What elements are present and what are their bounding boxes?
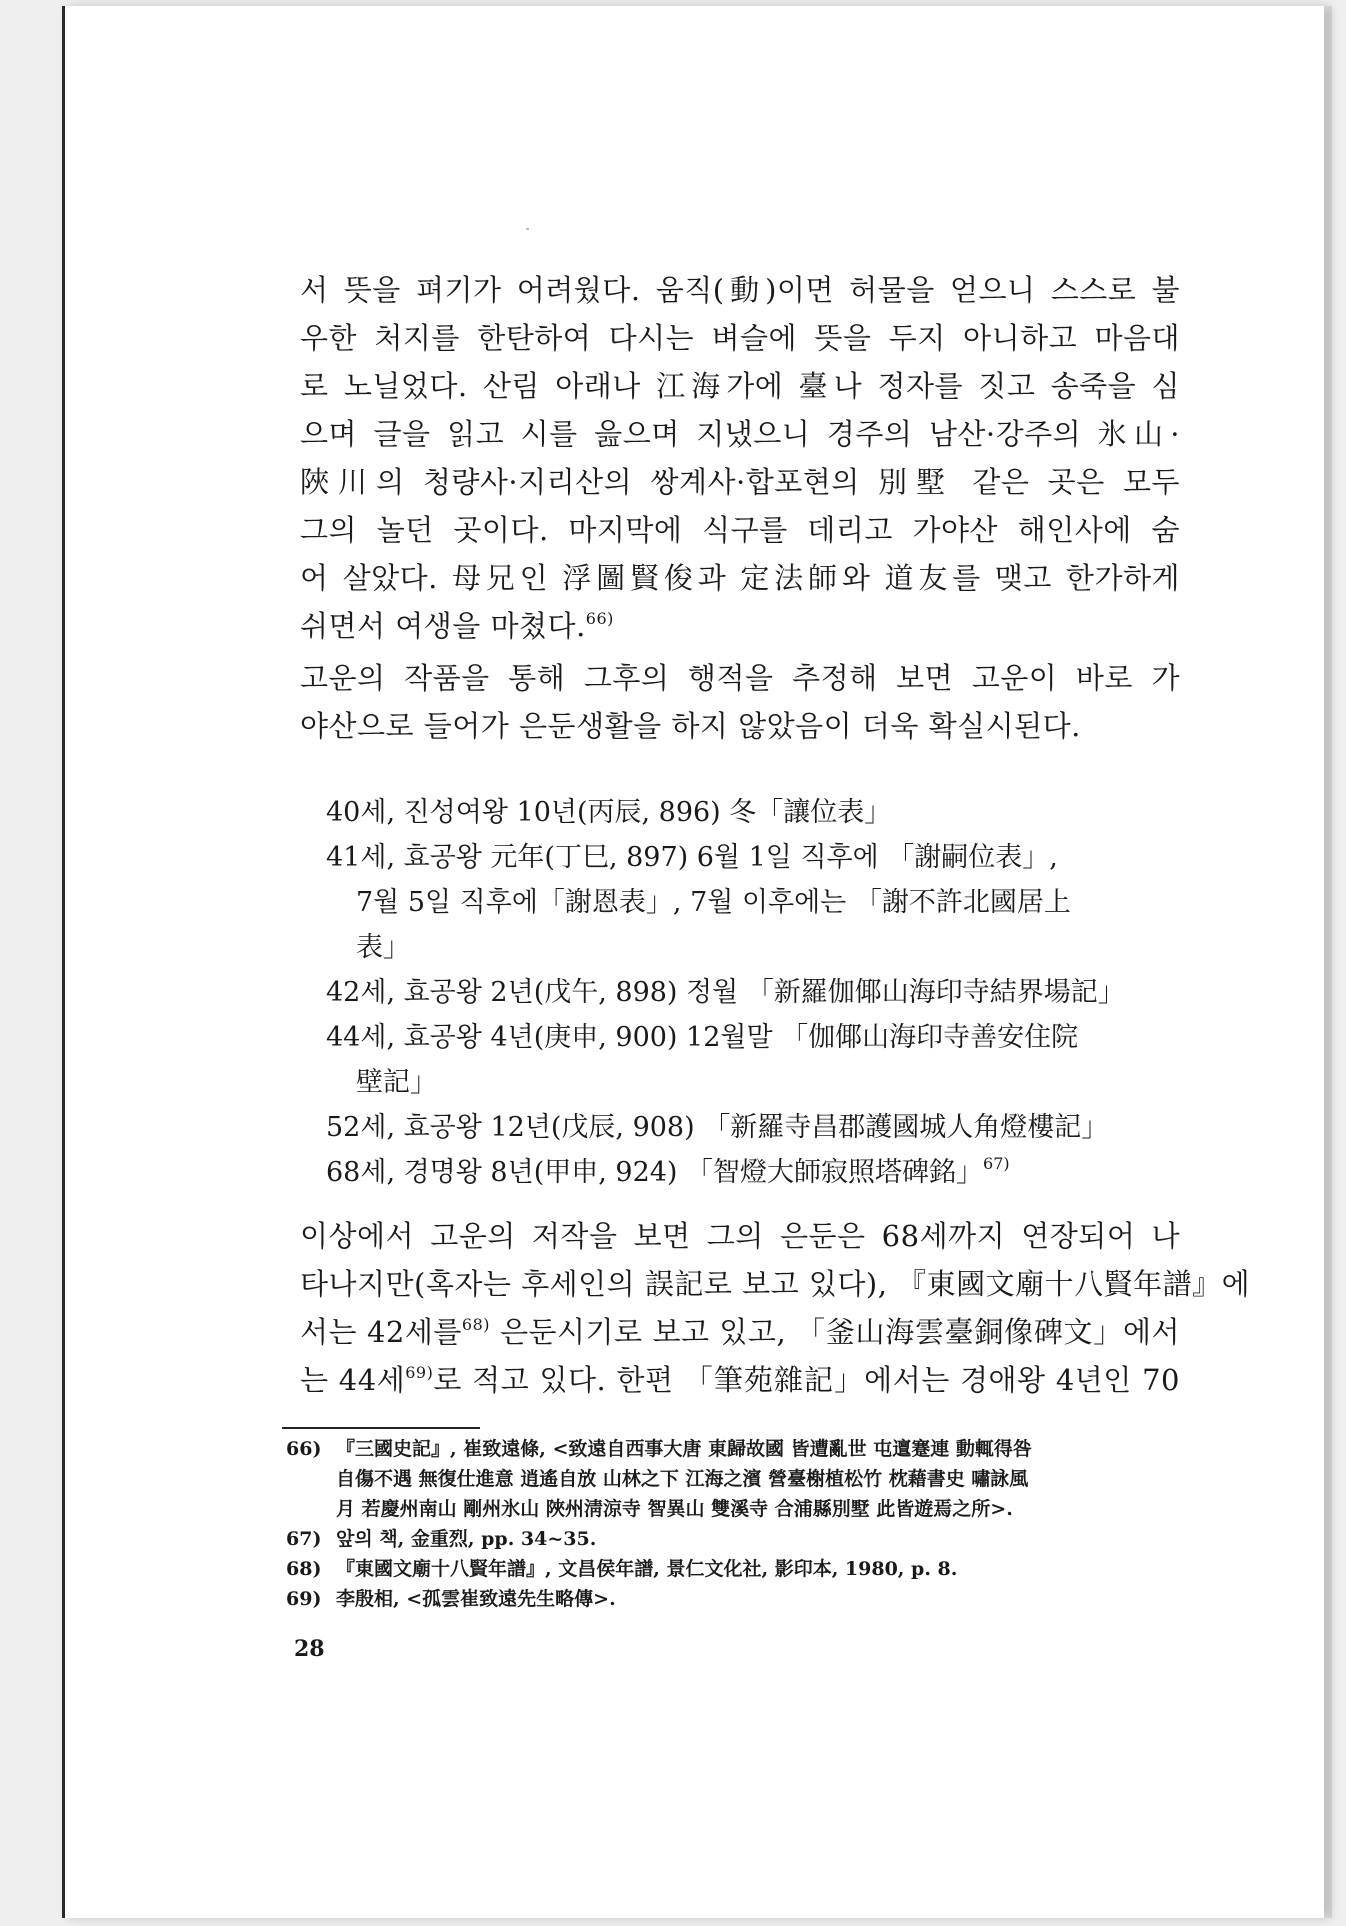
footnote-number: 67) bbox=[286, 1528, 322, 1550]
footnote-66-continued: 自傷不遇 無復仕進意 逍遙自放 山林之下 江海之濱 營臺榭植松竹 枕藉書史 嘯詠風 bbox=[336, 1468, 1029, 1490]
scan-speck bbox=[526, 228, 529, 230]
chronology-item bbox=[326, 1150, 1182, 1195]
text-line bbox=[300, 602, 1180, 650]
paragraph-1 bbox=[300, 266, 1180, 650]
footnote-ref-69[interactable]: 69) bbox=[405, 1363, 434, 1382]
footnotes bbox=[286, 1434, 1186, 1614]
footnote-ref-67[interactable]: 67) bbox=[983, 1154, 1010, 1173]
footnote-text: 李殷相, <孤雲崔致遠先生略傳>. bbox=[336, 1588, 616, 1610]
page-number: 28 bbox=[294, 1636, 325, 1662]
chronology-item: 42세, 효공왕 2년(戊午, 898) 정월 「新羅伽倻山海印寺結界場記」 bbox=[326, 977, 1125, 1008]
text-line bbox=[300, 1356, 1180, 1404]
footnote-text: 『三國史記』, 崔致遠條, <致遠自西事大唐 東歸故國 皆遭亂世 屯邅蹇連 動輒得咎 bbox=[336, 1438, 1032, 1460]
footnote-ref-66[interactable]: 66) bbox=[585, 609, 614, 628]
footnote-number: 69) bbox=[286, 1588, 322, 1610]
text-line-content: 는 44세 bbox=[300, 1363, 406, 1397]
footnote-66 bbox=[286, 1434, 1186, 1464]
chronology-item-continued: 表」 bbox=[356, 932, 410, 963]
footnote-text: 『東國文廟十八賢年譜』, 文昌侯年譜, 景仁文化社, 影印本, 1980, p. 8. bbox=[336, 1558, 958, 1580]
text-line: 이상에서 고운의 저작을 보면 그의 은둔은 68세까지 연장되어 나 bbox=[300, 1219, 1180, 1253]
footnote-number: 68) bbox=[286, 1558, 322, 1580]
text-line-content: 로 적고 있다. 한편 「筆苑雜記」에서는 경애왕 4년인 70 bbox=[433, 1363, 1180, 1397]
footnote-divider bbox=[282, 1427, 480, 1429]
text-line: 고운의 작품을 통해 그후의 행적을 추정해 보면 고운이 바로 가 bbox=[300, 661, 1180, 695]
text-line-content: 은둔시기로 보고 있고, 「釜山海雲臺銅像碑文」에서 bbox=[490, 1315, 1180, 1349]
text-line bbox=[300, 1308, 1180, 1356]
chronology-item: 52세, 효공왕 12년(戊辰, 908) 「新羅寺昌郡護國城人角燈樓記」 bbox=[326, 1112, 1109, 1143]
footnote-68 bbox=[286, 1554, 1186, 1584]
chronology-list bbox=[326, 790, 1182, 1195]
text-line-content: 서는 42세를 bbox=[300, 1315, 462, 1349]
chronology-item-continued: 壁記」 bbox=[356, 1067, 437, 1098]
chronology-item: 40세, 진성여왕 10년(丙辰, 896) 冬「讓位表」 bbox=[326, 797, 892, 828]
text-line: 그의 놀던 곳이다. 마지막에 식구를 데리고 가야산 해인사에 숨 bbox=[300, 513, 1180, 547]
chronology-item-continued: 7월 5일 직후에「謝恩表」, 7월 이후에는 「謝不許北國居上 bbox=[356, 887, 1071, 918]
text-line: 야산으로 들어가 은둔생활을 하지 않았음이 더욱 확실시된다. bbox=[300, 709, 1081, 743]
text-line: 로 노닐었다. 산림 아래나 江海가에 臺나 정자를 짓고 송죽을 심 bbox=[300, 369, 1180, 403]
text-line: 타나지만(혹자는 후세인의 誤記로 보고 있다), 『東國文廟十八賢年譜』에 bbox=[300, 1267, 1251, 1301]
chronology-item-text: 68세, 경명왕 8년(甲申, 924) 「智燈大師寂照塔碑銘」 bbox=[326, 1157, 984, 1188]
footnote-69 bbox=[286, 1584, 1186, 1614]
text-line-content: 쉬면서 여생을 마쳤다. bbox=[300, 609, 586, 643]
text-line: 어 살았다. 母兄인 浮圖賢俊과 定法師와 道友를 맺고 한가하게 bbox=[300, 561, 1180, 595]
footnote-number: 66) bbox=[286, 1438, 322, 1460]
footnote-66-continued: 月 若慶州南山 剛州氷山 陜州淸涼寺 智異山 雙溪寺 合浦縣別墅 此皆遊焉之所>. bbox=[336, 1498, 1013, 1520]
chronology-item: 41세, 효공왕 元年(丁巳, 897) 6월 1일 직후에 「謝嗣位表」, bbox=[326, 842, 1058, 873]
footnote-text: 앞의 책, 金重烈, pp. 34~35. bbox=[336, 1528, 597, 1550]
text-line: 으며 글을 읽고 시를 읊으며 지냈으니 경주의 남산·강주의 氷山· bbox=[300, 417, 1180, 451]
text-line: 陜川의 청량사·지리산의 쌍계사·합포현의 別墅 같은 곳은 모두 bbox=[300, 465, 1180, 499]
paragraph-3 bbox=[300, 1212, 1251, 1404]
footnote-ref-68[interactable]: 68) bbox=[461, 1315, 491, 1334]
footnote-67 bbox=[286, 1524, 1186, 1554]
chronology-item: 44세, 효공왕 4년(庚申, 900) 12월말 「伽倻山海印寺善安住院 bbox=[326, 1022, 1079, 1053]
text-line: 서 뜻을 펴기가 어려웠다. 움직(動)이면 허물을 얻으니 스스로 불 bbox=[300, 273, 1180, 307]
paragraph-2 bbox=[300, 654, 1180, 750]
text-line: 우한 처지를 한탄하여 다시는 벼슬에 뜻을 두지 아니하고 마음대 bbox=[300, 321, 1180, 355]
